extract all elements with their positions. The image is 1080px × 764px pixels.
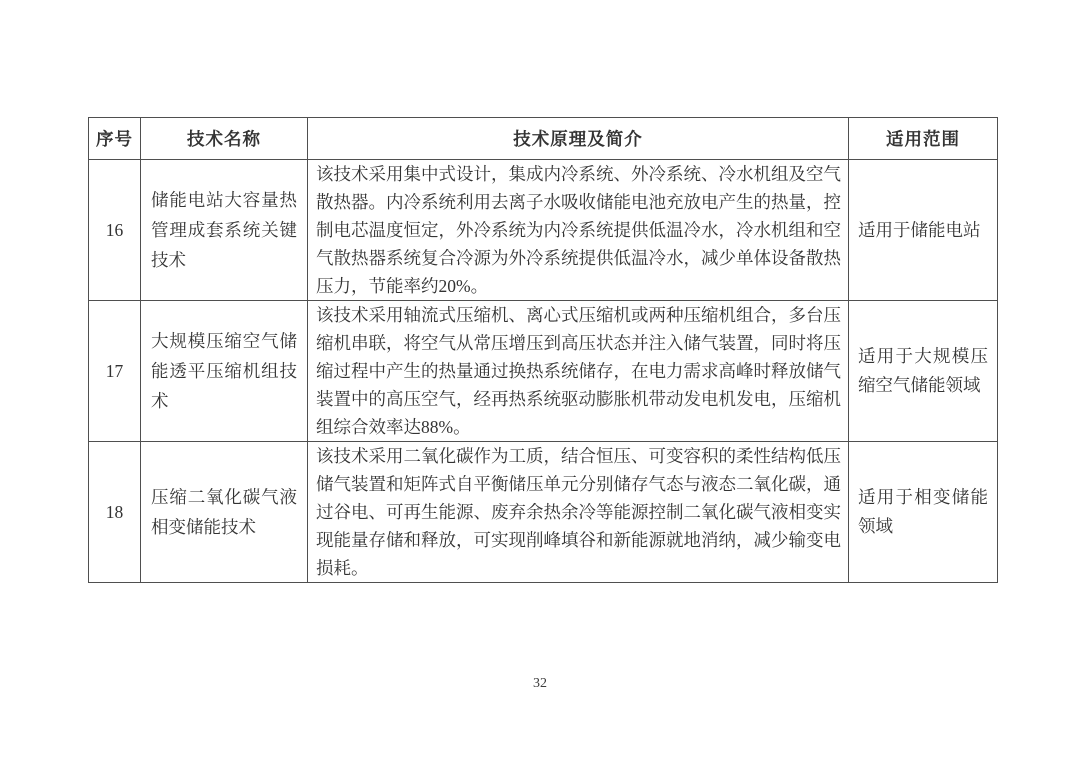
page-number: 32 [533,676,547,691]
cell-technology-name: 储能电站大容量热管理成套系统关键技术 [141,160,308,301]
cell-principle: 该技术采用轴流式压缩机、离心式压缩机或两种压缩机组合，多台压缩机串联，将空气从常压增压到高压状态并注入储气装置，同时将压缩过程中产生的热量通过换热系统储存，在电力需求高峰时释放储气装置中的高压空气，经再热系统驱动膨胀机带动发电机发电，压缩机组综合效率达88%。 [308,301,849,442]
table-row [89,160,998,301]
cell-scope: 适用于大规模压缩空气储能领域 [849,301,998,442]
cell-scope: 适用于储能电站 [849,160,998,301]
technology-table [88,117,998,583]
cell-technology-name: 压缩二氧化碳气液相变储能技术 [141,442,308,583]
cell-principle: 该技术采用二氧化碳作为工质，结合恒压、可变容积的柔性结构低压储气装置和矩阵式自平衡储压单元分别储存气态与液态二氧化碳，通过谷电、可再生能源、废弃余热余冷等能源控制二氧化碳气液相变实现能量存储和释放，可实现削峰填谷和新能源就地消纳，减少输变电损耗。 [308,442,849,583]
col-header-no: 序号 [89,118,141,160]
cell-no: 18 [89,442,141,583]
cell-principle: 该技术采用集中式设计，集成内冷系统、外冷系统、冷水机组及空气散热器。内冷系统利用去离子水吸收储能电池充放电产生的热量，控制电芯温度恒定，外冷系统为内冷系统提供低温冷水，冷水机组和空气散热器系统复合冷源为外冷系统提供低温冷水，减少单体设备散热压力，节能率约20%。 [308,160,849,301]
cell-no: 17 [89,301,141,442]
table-row [89,301,998,442]
col-header-name: 技术名称 [141,118,308,160]
table-row [89,442,998,583]
cell-technology-name: 大规模压缩空气储能透平压缩机组技术 [141,301,308,442]
table-header-row [89,118,998,160]
cell-scope: 适用于相变储能领域 [849,442,998,583]
col-header-scope: 适用范围 [849,118,998,160]
cell-no: 16 [89,160,141,301]
col-header-principle: 技术原理及简介 [308,118,849,160]
